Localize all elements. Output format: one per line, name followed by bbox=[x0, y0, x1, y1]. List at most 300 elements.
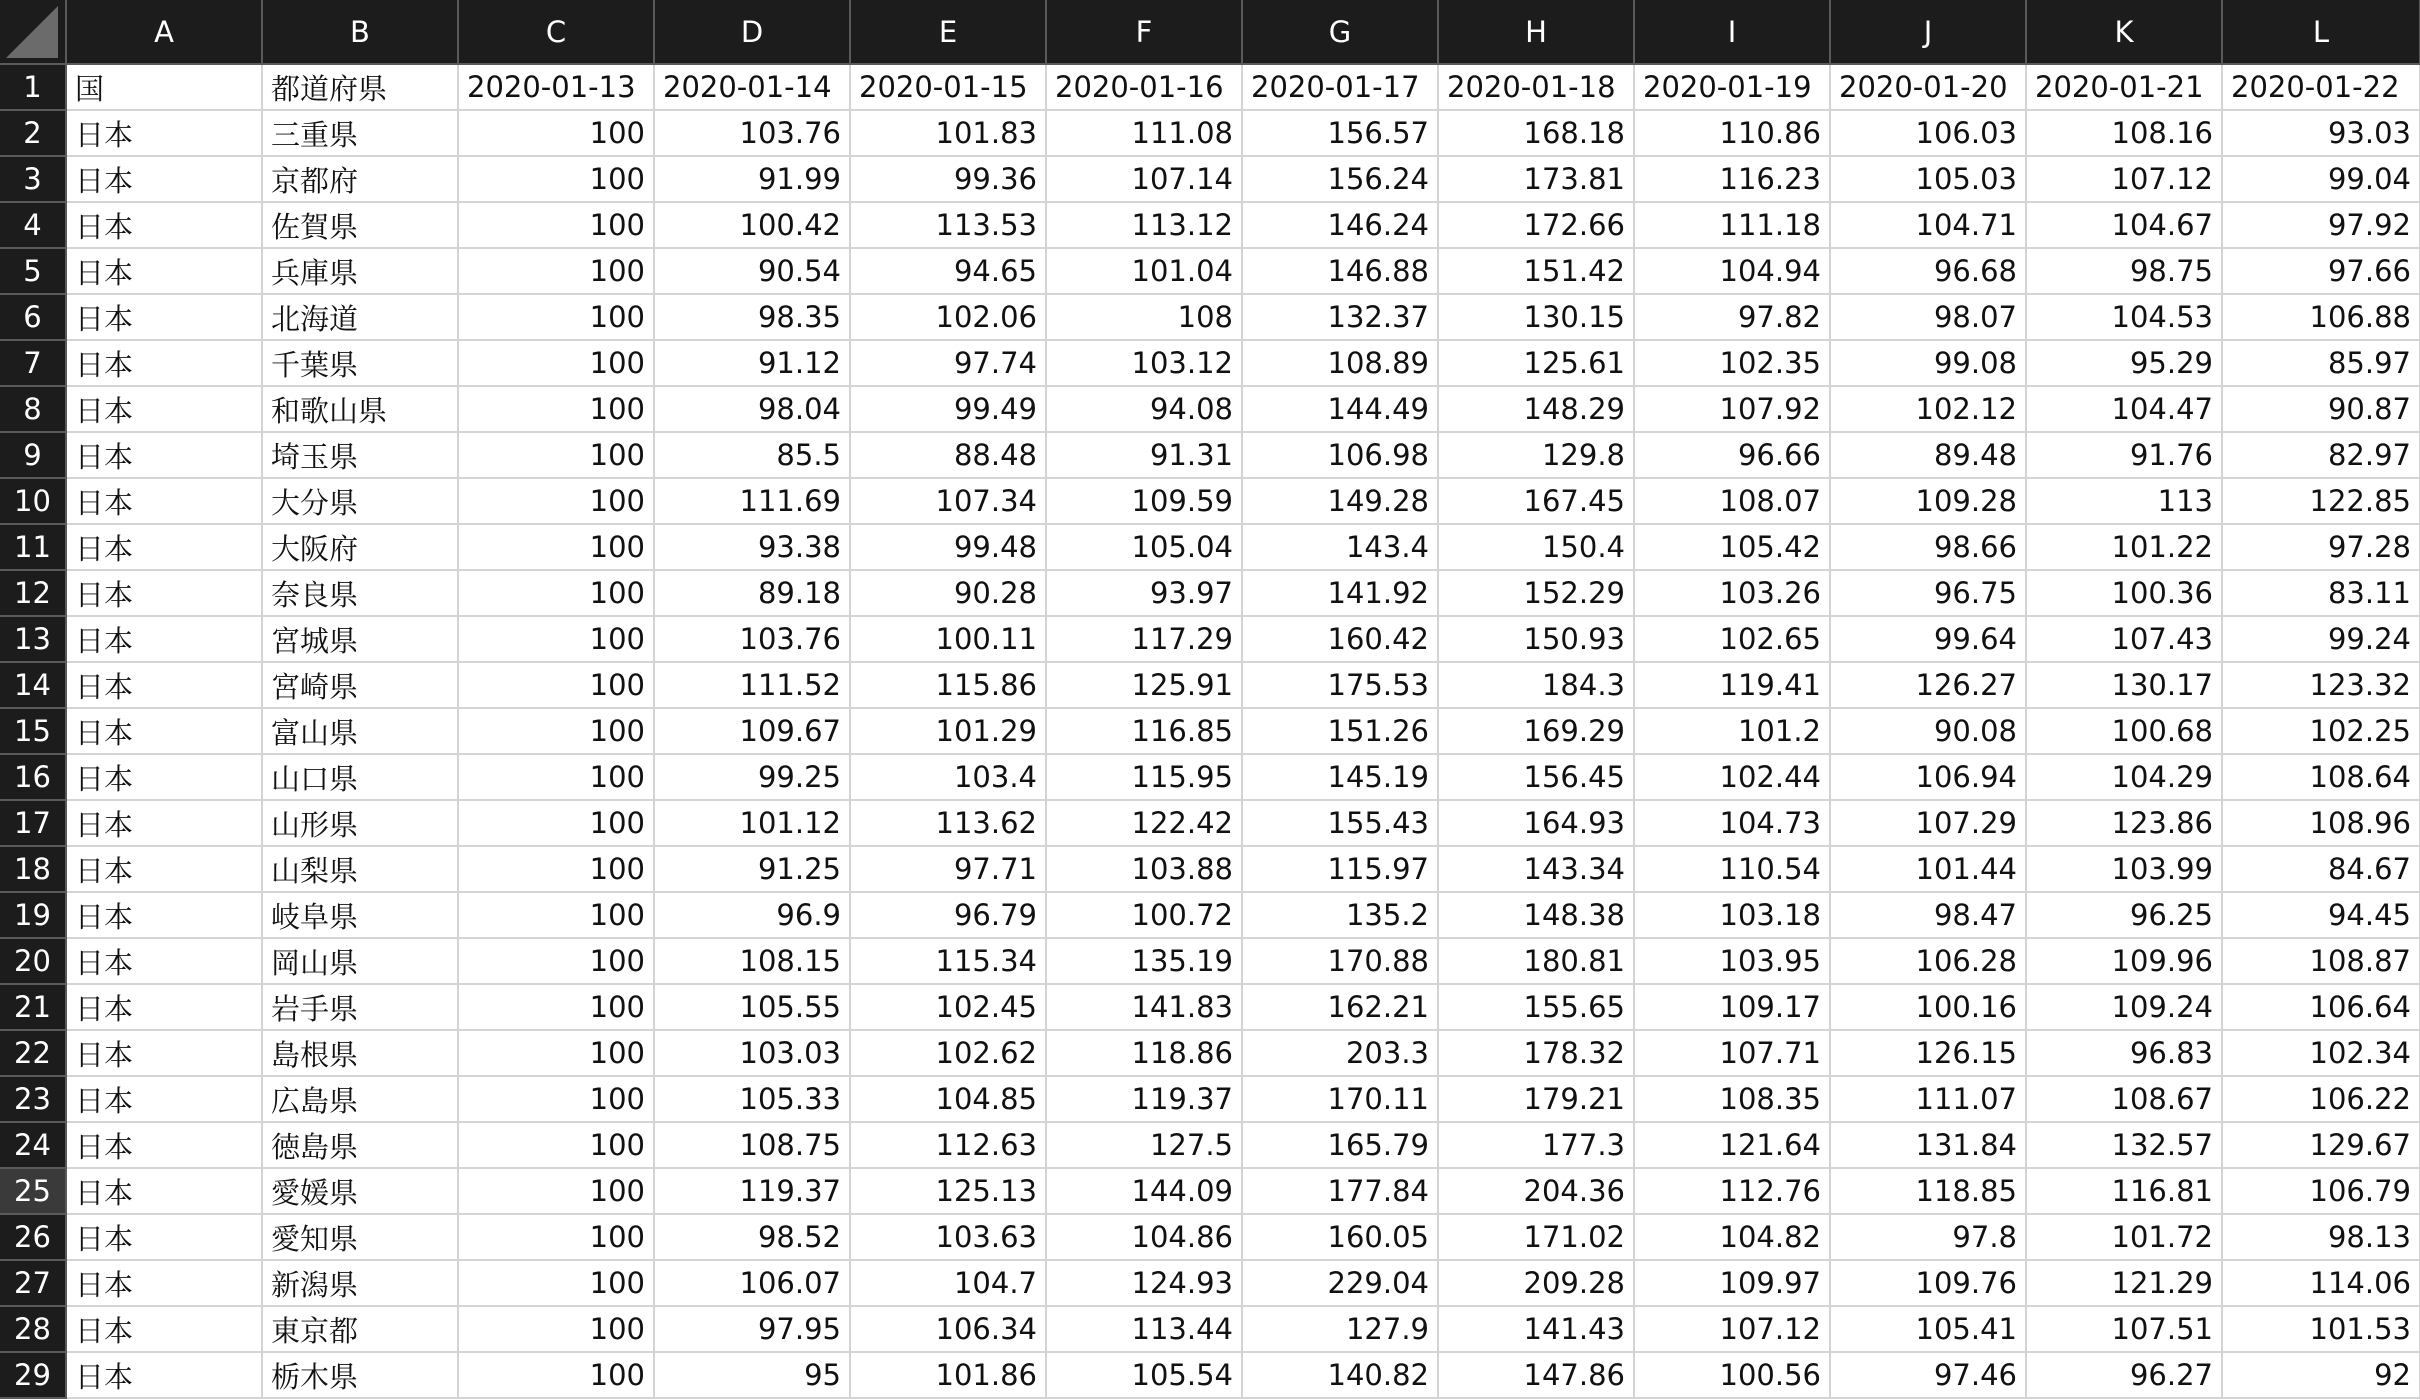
cell-f6[interactable]: 108 bbox=[1046, 294, 1242, 340]
column-header-d[interactable]: D bbox=[654, 0, 850, 64]
cell-l23[interactable]: 106.22 bbox=[2222, 1076, 2420, 1122]
cell-l13[interactable]: 99.24 bbox=[2222, 616, 2420, 662]
cell-f28[interactable]: 113.44 bbox=[1046, 1306, 1242, 1352]
row-header[interactable]: 15 bbox=[0, 708, 66, 754]
cell-k8[interactable]: 104.47 bbox=[2026, 386, 2222, 432]
cell-c25[interactable]: 100 bbox=[458, 1168, 654, 1214]
cell-e7[interactable]: 97.74 bbox=[850, 340, 1046, 386]
cell-l27[interactable]: 114.06 bbox=[2222, 1260, 2420, 1306]
cell-e28[interactable]: 106.34 bbox=[850, 1306, 1046, 1352]
cell-g8[interactable]: 144.49 bbox=[1242, 386, 1438, 432]
cell-i19[interactable]: 103.18 bbox=[1634, 892, 1830, 938]
cell-g1[interactable]: 2020-01-17 bbox=[1242, 64, 1438, 110]
cell-e13[interactable]: 100.11 bbox=[850, 616, 1046, 662]
cell-a11[interactable]: 日本 bbox=[66, 524, 262, 570]
cell-a20[interactable]: 日本 bbox=[66, 938, 262, 984]
cell-f27[interactable]: 124.93 bbox=[1046, 1260, 1242, 1306]
cell-k19[interactable]: 96.25 bbox=[2026, 892, 2222, 938]
cell-e8[interactable]: 99.49 bbox=[850, 386, 1046, 432]
cell-h26[interactable]: 171.02 bbox=[1438, 1214, 1634, 1260]
cell-c11[interactable]: 100 bbox=[458, 524, 654, 570]
cell-i22[interactable]: 107.71 bbox=[1634, 1030, 1830, 1076]
cell-f4[interactable]: 113.12 bbox=[1046, 202, 1242, 248]
cell-g20[interactable]: 170.88 bbox=[1242, 938, 1438, 984]
cell-c3[interactable]: 100 bbox=[458, 156, 654, 202]
cell-c4[interactable]: 100 bbox=[458, 202, 654, 248]
cell-l28[interactable]: 101.53 bbox=[2222, 1306, 2420, 1352]
cell-f24[interactable]: 127.5 bbox=[1046, 1122, 1242, 1168]
cell-l16[interactable]: 108.64 bbox=[2222, 754, 2420, 800]
cell-c6[interactable]: 100 bbox=[458, 294, 654, 340]
cell-c19[interactable]: 100 bbox=[458, 892, 654, 938]
cell-b5[interactable]: 兵庫県 bbox=[262, 248, 458, 294]
cell-a22[interactable]: 日本 bbox=[66, 1030, 262, 1076]
cell-l6[interactable]: 106.88 bbox=[2222, 294, 2420, 340]
cell-d15[interactable]: 109.67 bbox=[654, 708, 850, 754]
row-header[interactable]: 9 bbox=[0, 432, 66, 478]
cell-i4[interactable]: 111.18 bbox=[1634, 202, 1830, 248]
cell-i8[interactable]: 107.92 bbox=[1634, 386, 1830, 432]
row-header[interactable]: 29 bbox=[0, 1352, 66, 1398]
cell-e1[interactable]: 2020-01-15 bbox=[850, 64, 1046, 110]
cell-a8[interactable]: 日本 bbox=[66, 386, 262, 432]
cell-f22[interactable]: 118.86 bbox=[1046, 1030, 1242, 1076]
cell-h23[interactable]: 179.21 bbox=[1438, 1076, 1634, 1122]
cell-c27[interactable]: 100 bbox=[458, 1260, 654, 1306]
column-header-e[interactable]: E bbox=[850, 0, 1046, 64]
cell-k2[interactable]: 108.16 bbox=[2026, 110, 2222, 156]
cell-b9[interactable]: 埼玉県 bbox=[262, 432, 458, 478]
cell-l5[interactable]: 97.66 bbox=[2222, 248, 2420, 294]
column-header-b[interactable]: B bbox=[262, 0, 458, 64]
cell-l2[interactable]: 93.03 bbox=[2222, 110, 2420, 156]
cell-b21[interactable]: 岩手県 bbox=[262, 984, 458, 1030]
cell-f13[interactable]: 117.29 bbox=[1046, 616, 1242, 662]
cell-k9[interactable]: 91.76 bbox=[2026, 432, 2222, 478]
cell-j1[interactable]: 2020-01-20 bbox=[1830, 64, 2026, 110]
cell-f8[interactable]: 94.08 bbox=[1046, 386, 1242, 432]
cell-e23[interactable]: 104.85 bbox=[850, 1076, 1046, 1122]
cell-e21[interactable]: 102.45 bbox=[850, 984, 1046, 1030]
cell-g19[interactable]: 135.2 bbox=[1242, 892, 1438, 938]
cell-c24[interactable]: 100 bbox=[458, 1122, 654, 1168]
cell-i26[interactable]: 104.82 bbox=[1634, 1214, 1830, 1260]
cell-c26[interactable]: 100 bbox=[458, 1214, 654, 1260]
row-header[interactable]: 28 bbox=[0, 1306, 66, 1352]
cell-f5[interactable]: 101.04 bbox=[1046, 248, 1242, 294]
cell-e6[interactable]: 102.06 bbox=[850, 294, 1046, 340]
cell-i15[interactable]: 101.2 bbox=[1634, 708, 1830, 754]
cell-l3[interactable]: 99.04 bbox=[2222, 156, 2420, 202]
cell-f21[interactable]: 141.83 bbox=[1046, 984, 1242, 1030]
cell-j11[interactable]: 98.66 bbox=[1830, 524, 2026, 570]
cell-a12[interactable]: 日本 bbox=[66, 570, 262, 616]
cell-i3[interactable]: 116.23 bbox=[1634, 156, 1830, 202]
cell-j15[interactable]: 90.08 bbox=[1830, 708, 2026, 754]
cell-l8[interactable]: 90.87 bbox=[2222, 386, 2420, 432]
cell-k15[interactable]: 100.68 bbox=[2026, 708, 2222, 754]
cell-b28[interactable]: 東京都 bbox=[262, 1306, 458, 1352]
cell-a19[interactable]: 日本 bbox=[66, 892, 262, 938]
cell-h5[interactable]: 151.42 bbox=[1438, 248, 1634, 294]
cell-f19[interactable]: 100.72 bbox=[1046, 892, 1242, 938]
cell-a25[interactable]: 日本 bbox=[66, 1168, 262, 1214]
cell-a5[interactable]: 日本 bbox=[66, 248, 262, 294]
cell-g12[interactable]: 141.92 bbox=[1242, 570, 1438, 616]
cell-g4[interactable]: 146.24 bbox=[1242, 202, 1438, 248]
cell-l9[interactable]: 82.97 bbox=[2222, 432, 2420, 478]
cell-i21[interactable]: 109.17 bbox=[1634, 984, 1830, 1030]
cell-g24[interactable]: 165.79 bbox=[1242, 1122, 1438, 1168]
row-header[interactable]: 23 bbox=[0, 1076, 66, 1122]
cell-g5[interactable]: 146.88 bbox=[1242, 248, 1438, 294]
cell-c16[interactable]: 100 bbox=[458, 754, 654, 800]
cell-j5[interactable]: 96.68 bbox=[1830, 248, 2026, 294]
cell-g17[interactable]: 155.43 bbox=[1242, 800, 1438, 846]
cell-b26[interactable]: 愛知県 bbox=[262, 1214, 458, 1260]
cell-j6[interactable]: 98.07 bbox=[1830, 294, 2026, 340]
row-header[interactable]: 11 bbox=[0, 524, 66, 570]
cell-h17[interactable]: 164.93 bbox=[1438, 800, 1634, 846]
cell-b27[interactable]: 新潟県 bbox=[262, 1260, 458, 1306]
cell-h12[interactable]: 152.29 bbox=[1438, 570, 1634, 616]
cell-d26[interactable]: 98.52 bbox=[654, 1214, 850, 1260]
cell-f10[interactable]: 109.59 bbox=[1046, 478, 1242, 524]
cell-i12[interactable]: 103.26 bbox=[1634, 570, 1830, 616]
cell-g3[interactable]: 156.24 bbox=[1242, 156, 1438, 202]
cell-j2[interactable]: 106.03 bbox=[1830, 110, 2026, 156]
cell-l21[interactable]: 106.64 bbox=[2222, 984, 2420, 1030]
cell-b6[interactable]: 北海道 bbox=[262, 294, 458, 340]
cell-l24[interactable]: 129.67 bbox=[2222, 1122, 2420, 1168]
cell-h21[interactable]: 155.65 bbox=[1438, 984, 1634, 1030]
cell-k3[interactable]: 107.12 bbox=[2026, 156, 2222, 202]
column-header-a[interactable]: A bbox=[66, 0, 262, 64]
cell-f29[interactable]: 105.54 bbox=[1046, 1352, 1242, 1398]
cell-j13[interactable]: 99.64 bbox=[1830, 616, 2026, 662]
row-header[interactable]: 7 bbox=[0, 340, 66, 386]
cell-h20[interactable]: 180.81 bbox=[1438, 938, 1634, 984]
cell-h24[interactable]: 177.3 bbox=[1438, 1122, 1634, 1168]
cell-k17[interactable]: 123.86 bbox=[2026, 800, 2222, 846]
cell-e15[interactable]: 101.29 bbox=[850, 708, 1046, 754]
cell-b23[interactable]: 広島県 bbox=[262, 1076, 458, 1122]
cell-l15[interactable]: 102.25 bbox=[2222, 708, 2420, 754]
cell-k25[interactable]: 116.81 bbox=[2026, 1168, 2222, 1214]
row-header[interactable]: 3 bbox=[0, 156, 66, 202]
cell-e5[interactable]: 94.65 bbox=[850, 248, 1046, 294]
cell-d8[interactable]: 98.04 bbox=[654, 386, 850, 432]
cell-f9[interactable]: 91.31 bbox=[1046, 432, 1242, 478]
cell-j24[interactable]: 131.84 bbox=[1830, 1122, 2026, 1168]
row-header[interactable]: 25 bbox=[0, 1168, 66, 1214]
cell-b3[interactable]: 京都府 bbox=[262, 156, 458, 202]
cell-j26[interactable]: 97.8 bbox=[1830, 1214, 2026, 1260]
cell-g7[interactable]: 108.89 bbox=[1242, 340, 1438, 386]
cell-l7[interactable]: 85.97 bbox=[2222, 340, 2420, 386]
cell-j10[interactable]: 109.28 bbox=[1830, 478, 2026, 524]
cell-c18[interactable]: 100 bbox=[458, 846, 654, 892]
cell-k11[interactable]: 101.22 bbox=[2026, 524, 2222, 570]
cell-b8[interactable]: 和歌山県 bbox=[262, 386, 458, 432]
cell-l22[interactable]: 102.34 bbox=[2222, 1030, 2420, 1076]
cell-h14[interactable]: 184.3 bbox=[1438, 662, 1634, 708]
cell-f23[interactable]: 119.37 bbox=[1046, 1076, 1242, 1122]
cell-k20[interactable]: 109.96 bbox=[2026, 938, 2222, 984]
cell-b19[interactable]: 岐阜県 bbox=[262, 892, 458, 938]
cell-k12[interactable]: 100.36 bbox=[2026, 570, 2222, 616]
cell-i25[interactable]: 112.76 bbox=[1634, 1168, 1830, 1214]
cell-a21[interactable]: 日本 bbox=[66, 984, 262, 1030]
row-header[interactable]: 14 bbox=[0, 662, 66, 708]
cell-b18[interactable]: 山梨県 bbox=[262, 846, 458, 892]
cell-b4[interactable]: 佐賀県 bbox=[262, 202, 458, 248]
column-header-i[interactable]: I bbox=[1634, 0, 1830, 64]
cell-a23[interactable]: 日本 bbox=[66, 1076, 262, 1122]
cell-f2[interactable]: 111.08 bbox=[1046, 110, 1242, 156]
cell-c15[interactable]: 100 bbox=[458, 708, 654, 754]
row-header[interactable]: 26 bbox=[0, 1214, 66, 1260]
cell-j29[interactable]: 97.46 bbox=[1830, 1352, 2026, 1398]
cell-a1[interactable]: 国 bbox=[66, 64, 262, 110]
cell-g16[interactable]: 145.19 bbox=[1242, 754, 1438, 800]
cell-c10[interactable]: 100 bbox=[458, 478, 654, 524]
cell-h11[interactable]: 150.4 bbox=[1438, 524, 1634, 570]
cell-d21[interactable]: 105.55 bbox=[654, 984, 850, 1030]
cell-d6[interactable]: 98.35 bbox=[654, 294, 850, 340]
row-header[interactable]: 1 bbox=[0, 64, 66, 110]
cell-j21[interactable]: 100.16 bbox=[1830, 984, 2026, 1030]
cell-j28[interactable]: 105.41 bbox=[1830, 1306, 2026, 1352]
cell-h18[interactable]: 143.34 bbox=[1438, 846, 1634, 892]
cell-g23[interactable]: 170.11 bbox=[1242, 1076, 1438, 1122]
cell-j4[interactable]: 104.71 bbox=[1830, 202, 2026, 248]
cell-j27[interactable]: 109.76 bbox=[1830, 1260, 2026, 1306]
column-header-j[interactable]: J bbox=[1830, 0, 2026, 64]
cell-j7[interactable]: 99.08 bbox=[1830, 340, 2026, 386]
row-header[interactable]: 16 bbox=[0, 754, 66, 800]
cell-c2[interactable]: 100 bbox=[458, 110, 654, 156]
row-header[interactable]: 18 bbox=[0, 846, 66, 892]
cell-a4[interactable]: 日本 bbox=[66, 202, 262, 248]
cell-d9[interactable]: 85.5 bbox=[654, 432, 850, 478]
cell-g10[interactable]: 149.28 bbox=[1242, 478, 1438, 524]
cell-h8[interactable]: 148.29 bbox=[1438, 386, 1634, 432]
cell-h1[interactable]: 2020-01-18 bbox=[1438, 64, 1634, 110]
cell-h19[interactable]: 148.38 bbox=[1438, 892, 1634, 938]
cell-c9[interactable]: 100 bbox=[458, 432, 654, 478]
cell-b10[interactable]: 大分県 bbox=[262, 478, 458, 524]
row-header[interactable]: 8 bbox=[0, 386, 66, 432]
cell-j12[interactable]: 96.75 bbox=[1830, 570, 2026, 616]
cell-b22[interactable]: 島根県 bbox=[262, 1030, 458, 1076]
cell-e2[interactable]: 101.83 bbox=[850, 110, 1046, 156]
cell-h27[interactable]: 209.28 bbox=[1438, 1260, 1634, 1306]
cell-j8[interactable]: 102.12 bbox=[1830, 386, 2026, 432]
cell-i7[interactable]: 102.35 bbox=[1634, 340, 1830, 386]
cell-a17[interactable]: 日本 bbox=[66, 800, 262, 846]
cell-k23[interactable]: 108.67 bbox=[2026, 1076, 2222, 1122]
row-header[interactable]: 19 bbox=[0, 892, 66, 938]
cell-k7[interactable]: 95.29 bbox=[2026, 340, 2222, 386]
row-header[interactable]: 4 bbox=[0, 202, 66, 248]
row-header[interactable]: 5 bbox=[0, 248, 66, 294]
cell-l26[interactable]: 98.13 bbox=[2222, 1214, 2420, 1260]
cell-e14[interactable]: 115.86 bbox=[850, 662, 1046, 708]
cell-j22[interactable]: 126.15 bbox=[1830, 1030, 2026, 1076]
cell-f11[interactable]: 105.04 bbox=[1046, 524, 1242, 570]
cell-b24[interactable]: 徳島県 bbox=[262, 1122, 458, 1168]
cell-b7[interactable]: 千葉県 bbox=[262, 340, 458, 386]
cell-e11[interactable]: 99.48 bbox=[850, 524, 1046, 570]
cell-a10[interactable]: 日本 bbox=[66, 478, 262, 524]
select-all-corner[interactable] bbox=[0, 0, 66, 64]
cell-i28[interactable]: 107.12 bbox=[1634, 1306, 1830, 1352]
cell-f1[interactable]: 2020-01-16 bbox=[1046, 64, 1242, 110]
cell-b13[interactable]: 宮城県 bbox=[262, 616, 458, 662]
cell-b14[interactable]: 宮崎県 bbox=[262, 662, 458, 708]
cell-j14[interactable]: 126.27 bbox=[1830, 662, 2026, 708]
cell-e26[interactable]: 103.63 bbox=[850, 1214, 1046, 1260]
cell-d3[interactable]: 91.99 bbox=[654, 156, 850, 202]
cell-i11[interactable]: 105.42 bbox=[1634, 524, 1830, 570]
cell-h25[interactable]: 204.36 bbox=[1438, 1168, 1634, 1214]
cell-d11[interactable]: 93.38 bbox=[654, 524, 850, 570]
cell-i20[interactable]: 103.95 bbox=[1634, 938, 1830, 984]
cell-d29[interactable]: 95 bbox=[654, 1352, 850, 1398]
cell-a26[interactable]: 日本 bbox=[66, 1214, 262, 1260]
cell-j17[interactable]: 107.29 bbox=[1830, 800, 2026, 846]
cell-a13[interactable]: 日本 bbox=[66, 616, 262, 662]
column-header-h[interactable]: H bbox=[1438, 0, 1634, 64]
row-header[interactable]: 6 bbox=[0, 294, 66, 340]
cell-k14[interactable]: 130.17 bbox=[2026, 662, 2222, 708]
cell-j25[interactable]: 118.85 bbox=[1830, 1168, 2026, 1214]
cell-f16[interactable]: 115.95 bbox=[1046, 754, 1242, 800]
cell-g6[interactable]: 132.37 bbox=[1242, 294, 1438, 340]
cell-c21[interactable]: 100 bbox=[458, 984, 654, 1030]
cell-e25[interactable]: 125.13 bbox=[850, 1168, 1046, 1214]
cell-g13[interactable]: 160.42 bbox=[1242, 616, 1438, 662]
cell-c8[interactable]: 100 bbox=[458, 386, 654, 432]
cell-k10[interactable]: 113 bbox=[2026, 478, 2222, 524]
cell-l17[interactable]: 108.96 bbox=[2222, 800, 2420, 846]
cell-l4[interactable]: 97.92 bbox=[2222, 202, 2420, 248]
cell-e29[interactable]: 101.86 bbox=[850, 1352, 1046, 1398]
cell-i23[interactable]: 108.35 bbox=[1634, 1076, 1830, 1122]
cell-g29[interactable]: 140.82 bbox=[1242, 1352, 1438, 1398]
cell-i10[interactable]: 108.07 bbox=[1634, 478, 1830, 524]
cell-d17[interactable]: 101.12 bbox=[654, 800, 850, 846]
cell-d18[interactable]: 91.25 bbox=[654, 846, 850, 892]
cell-k24[interactable]: 132.57 bbox=[2026, 1122, 2222, 1168]
cell-d23[interactable]: 105.33 bbox=[654, 1076, 850, 1122]
cell-e18[interactable]: 97.71 bbox=[850, 846, 1046, 892]
cell-c22[interactable]: 100 bbox=[458, 1030, 654, 1076]
cell-a14[interactable]: 日本 bbox=[66, 662, 262, 708]
cell-a18[interactable]: 日本 bbox=[66, 846, 262, 892]
cell-d2[interactable]: 103.76 bbox=[654, 110, 850, 156]
cell-d12[interactable]: 89.18 bbox=[654, 570, 850, 616]
cell-d5[interactable]: 90.54 bbox=[654, 248, 850, 294]
cell-j23[interactable]: 111.07 bbox=[1830, 1076, 2026, 1122]
cell-d28[interactable]: 97.95 bbox=[654, 1306, 850, 1352]
cell-i2[interactable]: 110.86 bbox=[1634, 110, 1830, 156]
cell-b17[interactable]: 山形県 bbox=[262, 800, 458, 846]
cell-b16[interactable]: 山口県 bbox=[262, 754, 458, 800]
cell-f20[interactable]: 135.19 bbox=[1046, 938, 1242, 984]
cell-j20[interactable]: 106.28 bbox=[1830, 938, 2026, 984]
row-header[interactable]: 20 bbox=[0, 938, 66, 984]
cell-c17[interactable]: 100 bbox=[458, 800, 654, 846]
cell-b12[interactable]: 奈良県 bbox=[262, 570, 458, 616]
cell-d25[interactable]: 119.37 bbox=[654, 1168, 850, 1214]
row-header[interactable]: 12 bbox=[0, 570, 66, 616]
cell-d22[interactable]: 103.03 bbox=[654, 1030, 850, 1076]
cell-i14[interactable]: 119.41 bbox=[1634, 662, 1830, 708]
cell-e20[interactable]: 115.34 bbox=[850, 938, 1046, 984]
cell-i13[interactable]: 102.65 bbox=[1634, 616, 1830, 662]
cell-a2[interactable]: 日本 bbox=[66, 110, 262, 156]
cell-e10[interactable]: 107.34 bbox=[850, 478, 1046, 524]
cell-h15[interactable]: 169.29 bbox=[1438, 708, 1634, 754]
row-header[interactable]: 21 bbox=[0, 984, 66, 1030]
cell-i24[interactable]: 121.64 bbox=[1634, 1122, 1830, 1168]
cell-i18[interactable]: 110.54 bbox=[1634, 846, 1830, 892]
cell-a29[interactable]: 日本 bbox=[66, 1352, 262, 1398]
cell-i16[interactable]: 102.44 bbox=[1634, 754, 1830, 800]
cell-a27[interactable]: 日本 bbox=[66, 1260, 262, 1306]
cell-l18[interactable]: 84.67 bbox=[2222, 846, 2420, 892]
cell-h2[interactable]: 168.18 bbox=[1438, 110, 1634, 156]
cell-e22[interactable]: 102.62 bbox=[850, 1030, 1046, 1076]
cell-l1[interactable]: 2020-01-22 bbox=[2222, 64, 2420, 110]
cell-g14[interactable]: 175.53 bbox=[1242, 662, 1438, 708]
row-header[interactable]: 10 bbox=[0, 478, 66, 524]
column-header-c[interactable]: C bbox=[458, 0, 654, 64]
cell-a15[interactable]: 日本 bbox=[66, 708, 262, 754]
cell-c7[interactable]: 100 bbox=[458, 340, 654, 386]
cell-c5[interactable]: 100 bbox=[458, 248, 654, 294]
cell-c12[interactable]: 100 bbox=[458, 570, 654, 616]
cell-h28[interactable]: 141.43 bbox=[1438, 1306, 1634, 1352]
cell-f18[interactable]: 103.88 bbox=[1046, 846, 1242, 892]
cell-h29[interactable]: 147.86 bbox=[1438, 1352, 1634, 1398]
cell-l10[interactable]: 122.85 bbox=[2222, 478, 2420, 524]
cell-k6[interactable]: 104.53 bbox=[2026, 294, 2222, 340]
cell-d14[interactable]: 111.52 bbox=[654, 662, 850, 708]
cell-d13[interactable]: 103.76 bbox=[654, 616, 850, 662]
cell-g25[interactable]: 177.84 bbox=[1242, 1168, 1438, 1214]
cell-b1[interactable]: 都道府県 bbox=[262, 64, 458, 110]
cell-j9[interactable]: 89.48 bbox=[1830, 432, 2026, 478]
cell-b25[interactable]: 愛媛県 bbox=[262, 1168, 458, 1214]
cell-k29[interactable]: 96.27 bbox=[2026, 1352, 2222, 1398]
cell-e24[interactable]: 112.63 bbox=[850, 1122, 1046, 1168]
cell-a16[interactable]: 日本 bbox=[66, 754, 262, 800]
cell-i1[interactable]: 2020-01-19 bbox=[1634, 64, 1830, 110]
cell-l12[interactable]: 83.11 bbox=[2222, 570, 2420, 616]
cell-i5[interactable]: 104.94 bbox=[1634, 248, 1830, 294]
cell-a9[interactable]: 日本 bbox=[66, 432, 262, 478]
column-header-k[interactable]: K bbox=[2026, 0, 2222, 64]
cell-e4[interactable]: 113.53 bbox=[850, 202, 1046, 248]
cell-c13[interactable]: 100 bbox=[458, 616, 654, 662]
cell-d4[interactable]: 100.42 bbox=[654, 202, 850, 248]
cell-j19[interactable]: 98.47 bbox=[1830, 892, 2026, 938]
cell-l29[interactable]: 92 bbox=[2222, 1352, 2420, 1398]
row-header[interactable]: 13 bbox=[0, 616, 66, 662]
